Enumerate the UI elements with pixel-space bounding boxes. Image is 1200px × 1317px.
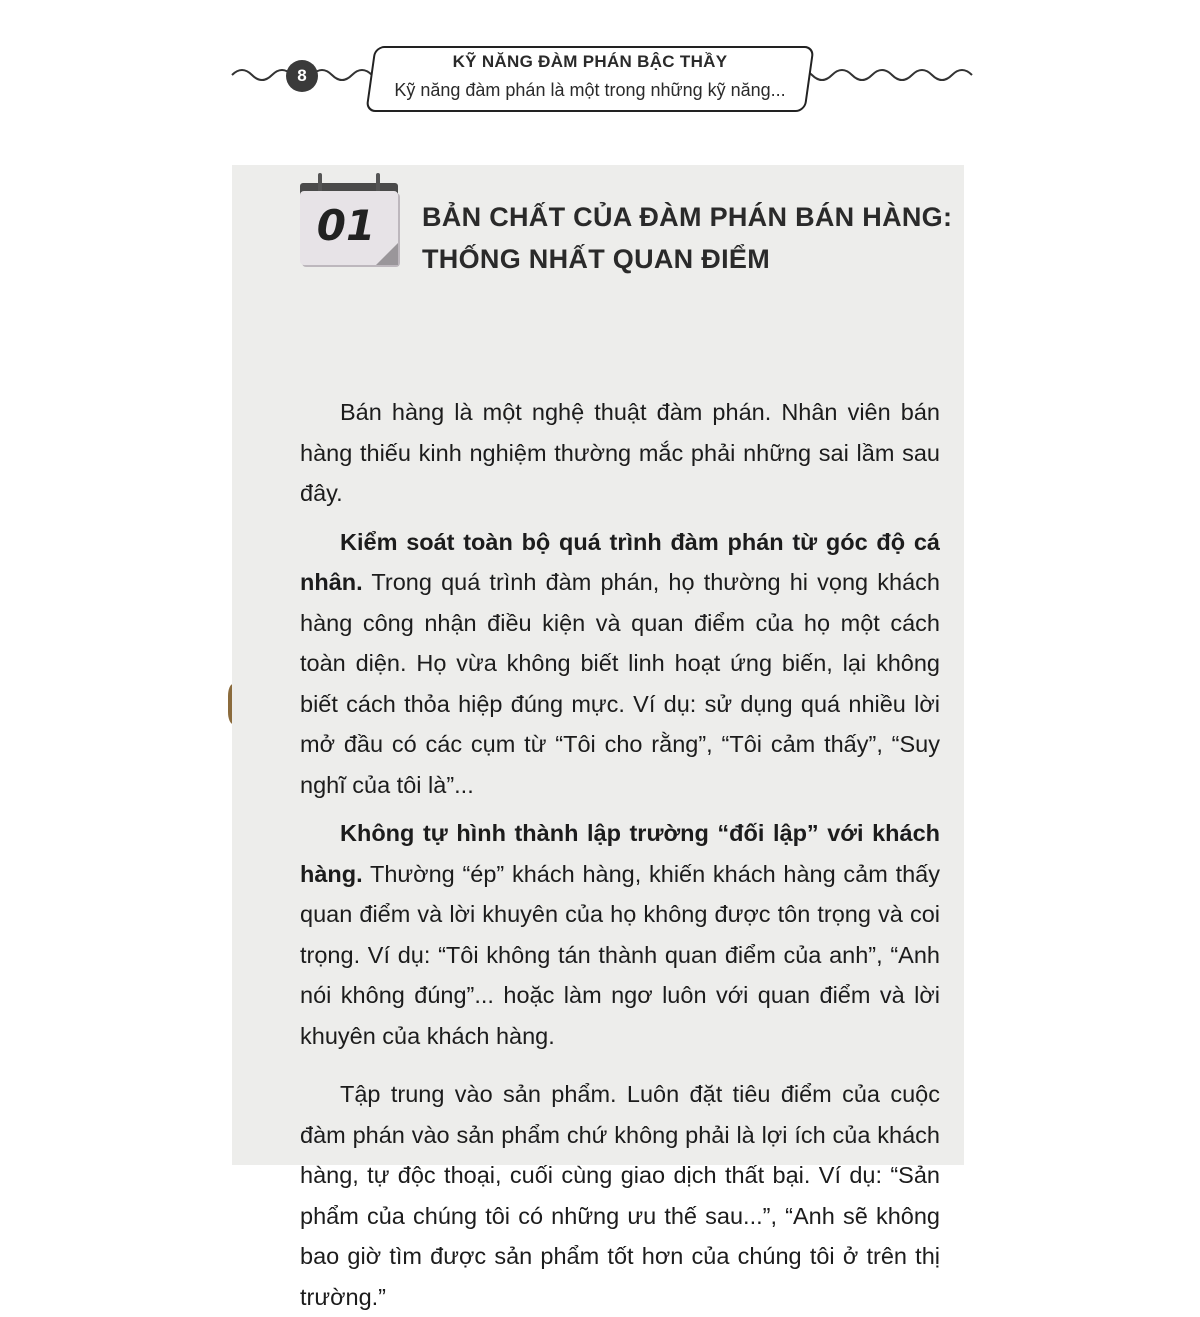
chapter-calendar-icon (300, 173, 398, 265)
running-subtitle: Kỹ năng đàm phán là một trong những kỹ năng... (394, 80, 786, 100)
chapter-title (422, 196, 953, 280)
calendar-ring-left (318, 173, 322, 193)
paragraph-3-body: Thường “ép” khách hàng, khiến khách hàng cảm thấy quan điểm và lời khuyên của họ không được tôn trọng và coi trọng. Ví dụ: “Tôi không tán thành quan điểm của anh”, “Anh nói không đúng”... hoặc làm ngơ luôn với quan điểm và lời khuyên của khách hàng. (300, 860, 940, 1049)
body-text (300, 392, 940, 1317)
paragraph-2-lead: Kiểm soát toàn bộ quá trình đàm phán từ góc độ cá nhân. (300, 528, 940, 595)
paragraph-3-lead: Không tự hình thành lập trường “đối lập” với khách hàng. (300, 820, 940, 887)
paragraph-1: Bán hàng là một nghệ thuật đàm phán. Nhân viên bán hàng thiếu kinh nghiệm thường mắc phải những sai lầm sau đây. (300, 399, 940, 506)
paragraph-2-body: Trong quá trình đàm phán, họ thường hi vọng khách hàng công nhận điều kiện và quan điểm của họ một cách toàn diện. Họ vừa không biết linh hoạt ứng biến, lại không biết cách thỏa hiệp đúng mực. Ví dụ: sử dụng quá nhiều lời mở đầu có các cụm từ “Tôi cho rằng”, “Tôi cảm thấy”, “Suy nghĩ của tôi là”... (300, 569, 940, 798)
page-number-badge: 8 (286, 60, 318, 92)
chapter-number: 01 (316, 201, 376, 250)
chapter-title-line-1: BẢN CHẤT CỦA ĐÀM PHÁN BÁN HÀNG: (422, 202, 953, 232)
paragraph-3 (300, 813, 940, 1056)
book-page (232, 40, 964, 1310)
paragraph-4: Tập trung vào sản phẩm. Luôn đặt tiêu điểm của cuộc đàm phán vào sản phẩm chứ không phải là lợi ích của khách hàng, tự độc thoại, cuối cùng giao dịch thất bại. Ví dụ: “Sản phẩm của chúng tôi có những ưu thế sau...”, “Anh sẽ không bao giờ tìm được sản phẩm tốt hơn của chúng tôi ở trên thị trường.” (300, 1081, 940, 1310)
paragraph-2 (300, 522, 940, 806)
calendar-ring-right (376, 173, 380, 193)
chapter-title-line-2: THỐNG NHẤT QUAN ĐIỂM (422, 244, 770, 274)
book-title: KỸ NĂNG ĐÀM PHÁN BẬC THẦY (452, 52, 728, 71)
